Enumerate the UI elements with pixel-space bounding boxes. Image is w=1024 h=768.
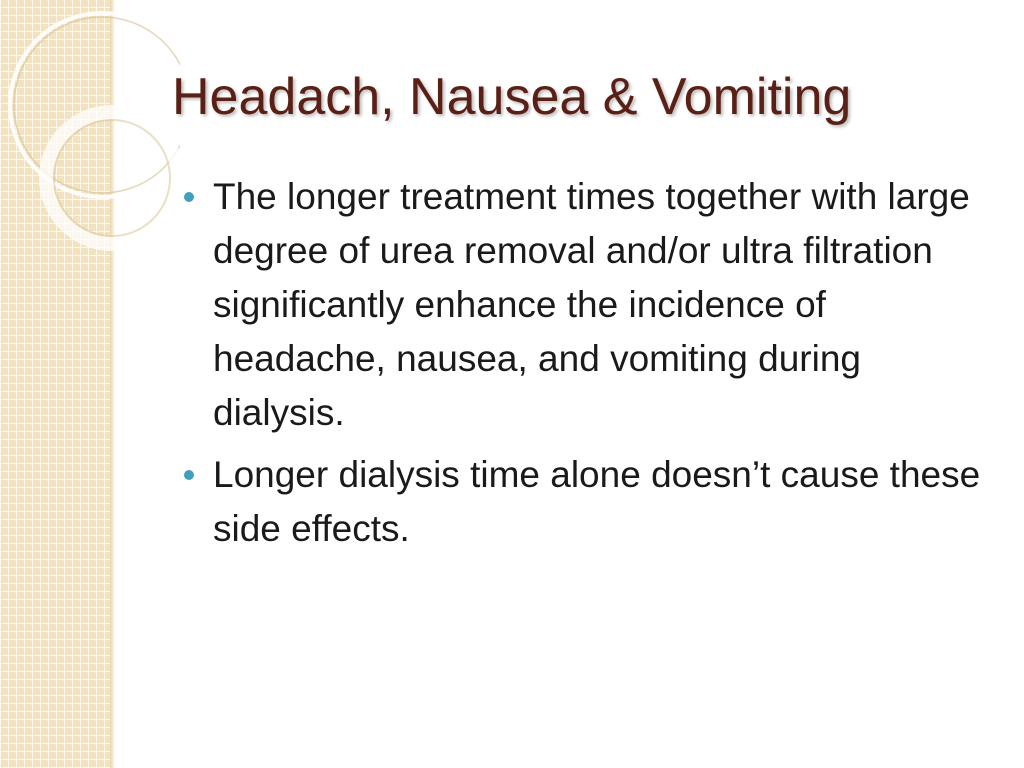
bullet-dot-icon <box>184 470 194 480</box>
bullet-item <box>184 170 984 440</box>
bullet-list <box>184 170 984 564</box>
bullet-text: Longer dialysis time alone doesn’t cause these side effects. <box>213 454 981 549</box>
bullet-dot-icon <box>184 192 194 202</box>
bullet-text: The longer treatment times together with large degree of urea removal and/or ultra filtration significantly enhance the incidence of headache, nausea, and vomiting during dialysis. <box>213 176 970 433</box>
decorative-rings-icon <box>0 0 180 260</box>
bullet-item <box>184 448 984 556</box>
slide-title: Headach, Nausea & Vomiting <box>172 68 852 126</box>
